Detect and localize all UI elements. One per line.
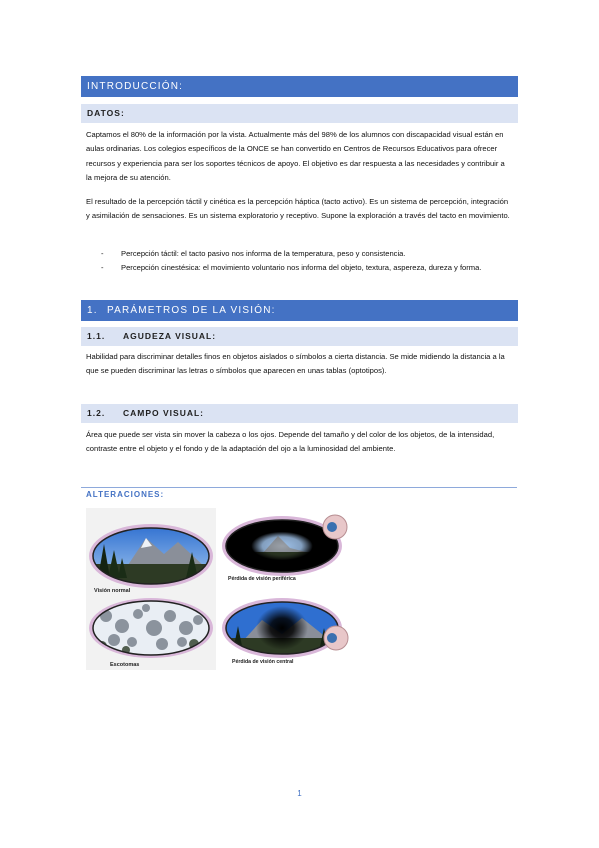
- paragraph-datos-2: El resultado de la percepción táctil y cinética es la percepción háptica (tacto activo). Es un sistema de percepción, integración y asimilación de sensaciones. Es un sistema exploratorio y receptivo. Supone la exploración a través del tacto en movimiento.: [86, 197, 510, 221]
- list-item: - Percepción cinestésica: el movimiento voluntario nos informa del objeto, textura, aspereza, dureza y forma.: [101, 263, 482, 273]
- image-perdida-vision-central: [222, 596, 350, 666]
- caption-perdida-vision-periferica: Pérdida de visión periférica: [228, 576, 296, 582]
- image-escotomas: [86, 598, 216, 670]
- perception-list: [101, 247, 511, 276]
- heading-agudeza-visual: 1.1. AGUDEZA VISUAL:: [81, 327, 518, 346]
- paragraph-campo-visual: Área que puede ser vista sin mover la cabeza o los ojos. Depende del tamaño y del color de los objetos, de la intensidad, contraste entre el objeto y el fondo y de la adaptación del ojo a la luminosidad del ambiente.: [86, 430, 495, 454]
- caption-vision-normal: Visión normal: [94, 588, 131, 594]
- divider: [81, 487, 517, 488]
- paragraph-datos-1: Captamos el 80% de la información por la vista. Actualmente más del 98% de los alumnos con discapacidad visual están en aulas ordinarias. Los colegios específicos de la ONCE se han convertido en Centros de Recursos Educativos para ofrecer recursos y experiencia para ser los soportes técnicos de apoyo. El objetivo es dar respuesta a las necesidades y contribuir a la mejora de su atención.: [86, 130, 505, 183]
- list-item: - Percepción táctil: el tacto pasivo nos informa de la temperatura, peso y consistencia.: [101, 249, 406, 258]
- heading-parametros-vision: 1. PARÁMETROS DE LA VISIÓN:: [81, 300, 518, 321]
- page-number: 1: [297, 789, 302, 798]
- caption-perdida-vision-central: Pérdida de visión central: [232, 659, 294, 665]
- heading-campo-visual: 1.2. CAMPO VISUAL:: [81, 404, 518, 423]
- image-vision-normal: [86, 508, 216, 598]
- heading-alteraciones: ALTERACIONES:: [86, 490, 165, 499]
- heading-introduccion: INTRODUCCIÓN:: [81, 76, 518, 97]
- image-perdida-vision-periferica: [222, 514, 350, 582]
- caption-escotomas: Escotomas: [110, 662, 140, 668]
- paragraph-agudeza-visual: Habilidad para discriminar detalles finos en objetos aislados o símbolos a cierta distancia. Se mide midiendo la distancia a la que se pueden discriminar las letras o símbolos que aparecen en unas tablas (optotipos).: [86, 352, 505, 376]
- heading-datos: DATOS:: [81, 104, 518, 123]
